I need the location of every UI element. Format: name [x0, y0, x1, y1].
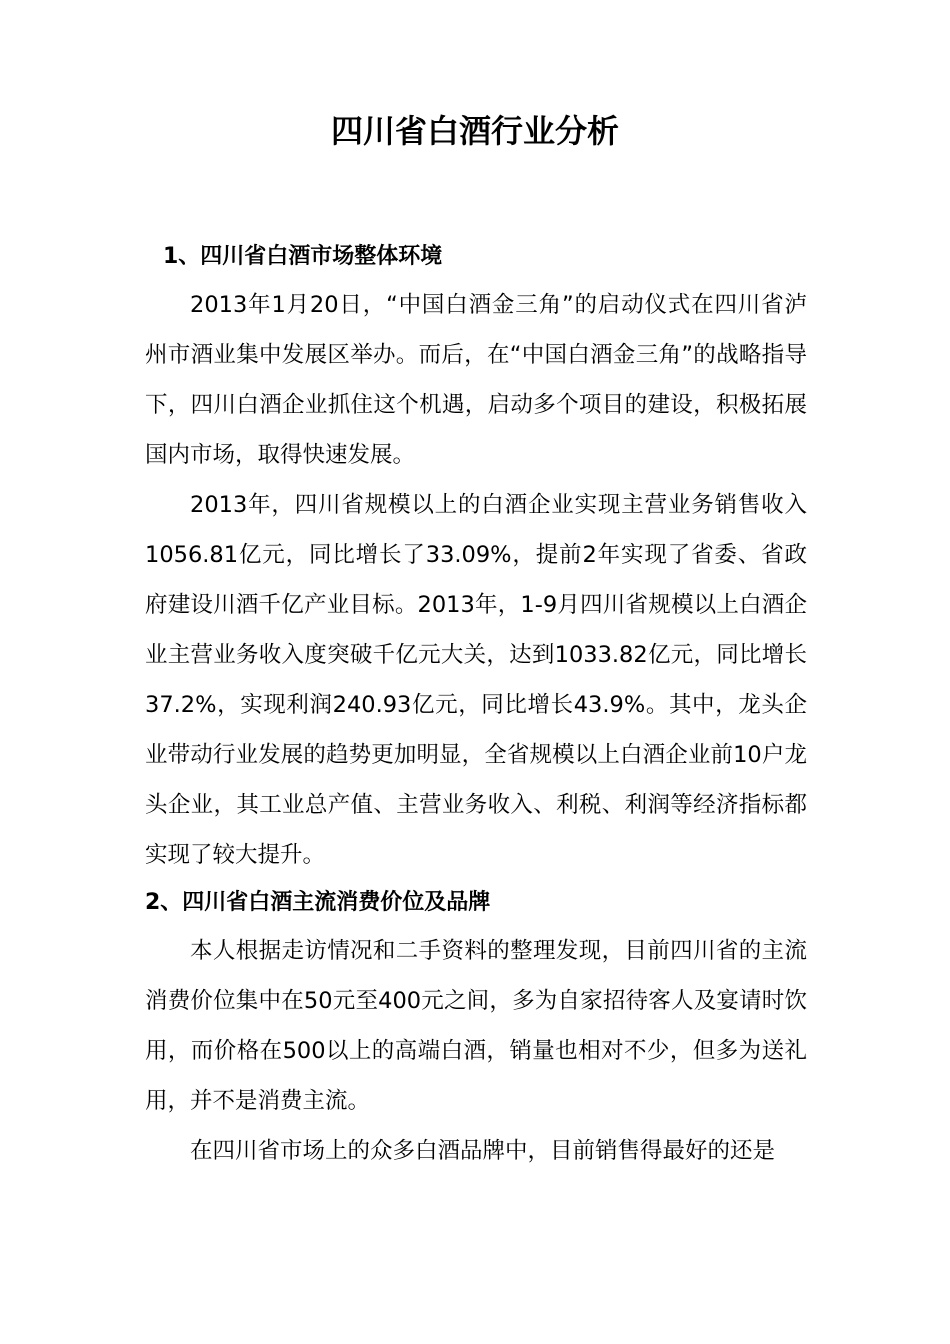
paragraph-3: 本人根据走访情况和二手资料的整理发现，目前四川省的主流消费价位集中在50元至400元之间，多为自家招待客人及宴请时饮用，而价格在500以上的高端白酒，销量也相对不少，但多为送礼用，并不是消费主流。	[145, 938, 807, 1114]
document-title: 四川省白酒行业分析	[330, 112, 619, 150]
paragraph-4: 在四川省市场上的众多白酒品牌中，目前销售得最好的还是	[190, 1138, 776, 1164]
paragraph-1: 2013年1月20日，“中国白酒金三角”的启动仪式在四川省泸州市酒业集中发展区举办。而后，在“中国白酒金三角”的战略指导下，四川白酒企业抓住这个机遇，启动多个项目的建设，积极拓展国内市场，取得快速发展。	[145, 292, 807, 468]
paragraph-2: 2013年，四川省规模以上的白酒企业实现主营业务销售收入1056.81亿元，同比增长了33.09%，提前2年实现了省委、省政府建设川酒千亿产业目标。2013年，1-9月四川省规模以上白酒企业主营业务收入度突破千亿元大关，达到1033.82亿元，同比增长37.2%，实现利润240.93亿元，同比增长43.9%。其中，龙头企业带动行业发展的趋势更加明显，全省规模以上白酒企业前10户龙头企业，其工业总产值、主营业务收入、利税、利润等经济指标都实现了较大提升。	[145, 492, 807, 868]
section-heading-1: 1、四川省白酒市场整体环境	[163, 244, 443, 269]
section-heading-2: 2、四川省白酒主流消费价位及品牌	[145, 890, 491, 915]
